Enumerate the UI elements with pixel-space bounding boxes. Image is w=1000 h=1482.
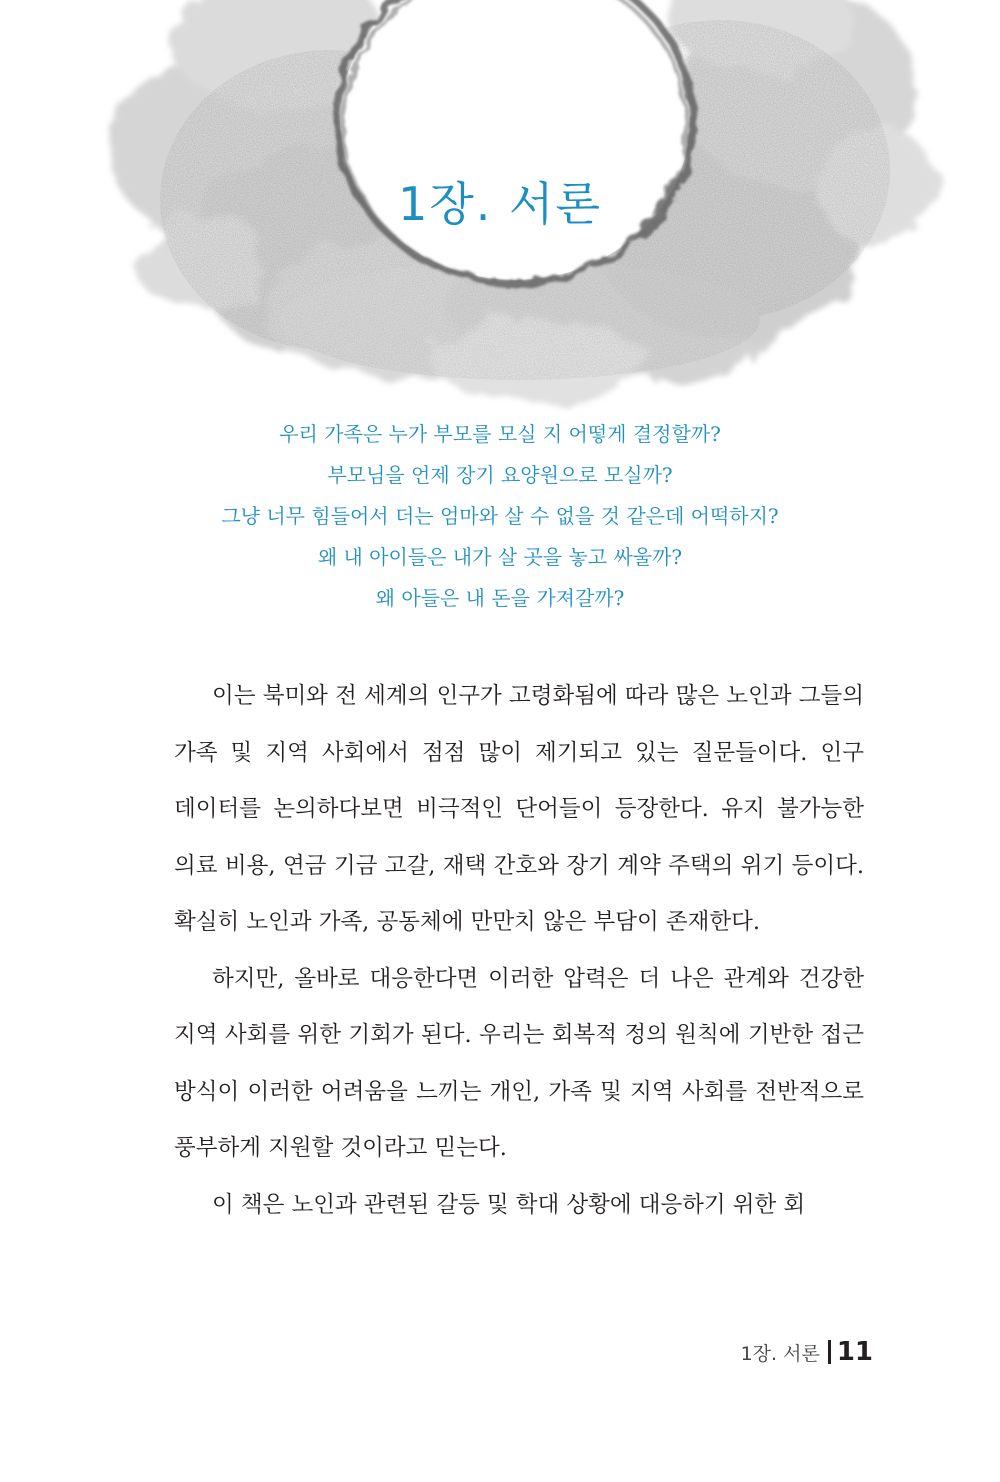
question-line: 우리 가족은 누가 부모를 모실 지 어떻게 결정할까?: [279, 422, 721, 446]
body-text: [174, 668, 864, 1233]
footer-chapter-label: 1장. 서론: [740, 1342, 820, 1365]
page-number: 11: [836, 1337, 873, 1367]
paragraph: 이는 북미와 전 세계의 인구가 고령화됨에 따라 많은 노인과 그들의 가족 및 지역 사회에서 점점 많이 제기되고 있는 질문들이다. 인구 데이터를 논의하다보면 비극적인 단어들이 등장한다. 유지 불가능한 의료 비용, 연금 기금 고갈, 재택 간호와 장기 계약 주택의 위기 등이다. 확실히 노인과 가족, 공동체에 만만치 않은 부담이 존재한다.: [174, 683, 864, 935]
page-footer: [741, 1337, 873, 1367]
paragraph: 이 책은 노인과 관련된 갈등 및 학대 상황에 대응하기 위한 회: [212, 1191, 806, 1218]
question-line: 그냥 너무 힘들어서 더는 엄마와 살 수 없을 것 같은데 어떡하지?: [221, 504, 779, 528]
question-line: 왜 아들은 내 돈을 가져갈까?: [375, 586, 625, 610]
question-line: 왜 내 아이들은 내가 살 곳을 놓고 싸울까?: [317, 545, 683, 569]
chapter-title: 1장. 서론: [398, 177, 602, 231]
footer-divider: [828, 1340, 831, 1364]
guiding-questions: [0, 414, 1000, 619]
paragraph: 하지만, 올바로 대응한다면 이러한 압력은 더 나은 관계와 건강한 지역 사회를 위한 기회가 된다. 우리는 회복적 정의 원칙에 기반한 접근 방식이 이러한 어려움을 느끼는 개인, 가족 및 지역 사회를 전반적으로 풍부하게 지원할 것이라고 믿는다.: [174, 965, 864, 1161]
question-line: 부모님을 언제 장기 요양원으로 모실까?: [327, 463, 673, 487]
